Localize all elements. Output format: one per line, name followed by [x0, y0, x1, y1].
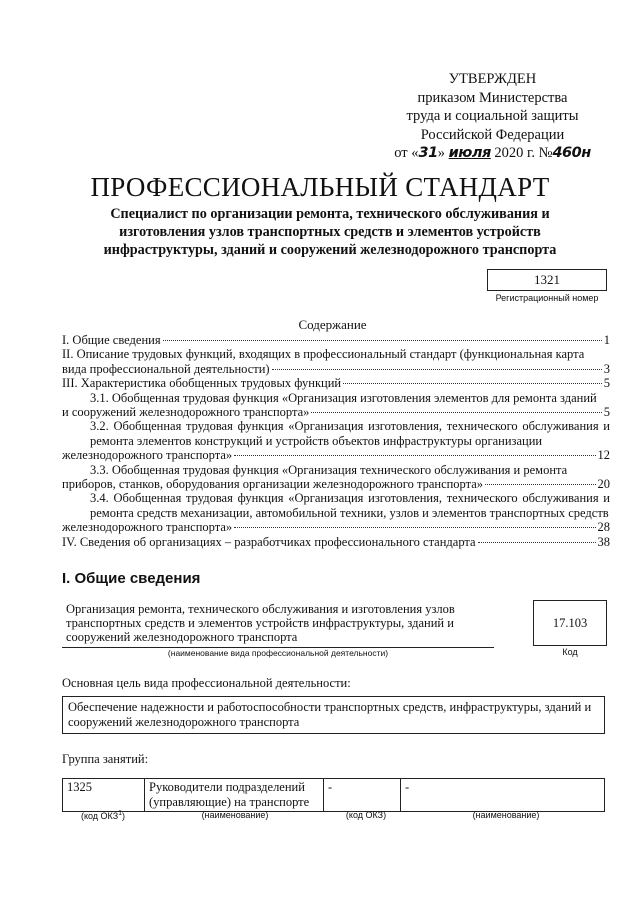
toc-item-text: III. Характеристика обобщенных трудовых функций	[62, 376, 342, 391]
toc-item[interactable]	[62, 535, 610, 549]
table-row	[63, 779, 605, 812]
goal-label: Основная цель вида профессиональной деятельности:	[62, 676, 351, 690]
date-prefix: от «	[394, 145, 419, 161]
registration-number-label: Регистрационный номер	[495, 293, 599, 303]
document-title: ПРОФЕССИОНАЛЬНЫЙ СТАНДАРТ	[90, 172, 550, 202]
occupation-group-table	[62, 778, 605, 812]
toc-item-page: 3	[603, 361, 610, 376]
activity-kind-text: Организация ремонта, технического обслуживания и изготовления узлов транспортных средств и элементов устройств инфраструктуры, зданий и сооружений железнодорожного транспорта	[66, 602, 455, 644]
toc-item-text-first: 3.3. Обобщенная трудовая функция «Организация технического обслуживания и ремонта	[90, 462, 568, 477]
toc-item-text: приборов, станков, оборудования организации железнодорожного транспорта»	[62, 477, 484, 492]
toc-item-page: 38	[597, 534, 610, 549]
approval-title: УТВЕРЖДЕН	[448, 71, 537, 87]
toc-item-page: 12	[597, 448, 610, 463]
activity-code-caption: Код	[562, 647, 578, 657]
toc-item-text: вида профессиональной деятельности)	[62, 361, 270, 376]
approval-date-line	[380, 144, 605, 163]
section-heading: I. Общие сведения	[62, 570, 201, 587]
okz-code-caption-2: (код ОКЗ)	[345, 810, 387, 820]
toc-item[interactable]	[62, 491, 610, 534]
toc-item[interactable]	[62, 419, 610, 462]
okz-code-cell: 1325	[63, 779, 145, 812]
toc-item-text: IV. Сведения об организациях – разработчиках профессионального стандарта	[62, 534, 476, 549]
registration-number-box: 1321	[487, 269, 607, 291]
occupation-name-cell-2: -	[401, 779, 605, 812]
date-day: 31	[418, 145, 438, 161]
toc-item-text-first: 3.4. Обобщенная трудовая функция «Организация изготовления, технического обслуживания и ремонта средств механизации, автомобильной техники, узлов и элементов транспортных средств	[90, 491, 610, 520]
occupation-name-cell: Руководители подразделений (управляющие) на транспорте	[145, 779, 324, 812]
table-of-contents	[62, 333, 610, 549]
date-year: 2020 г. №	[494, 145, 553, 161]
toc-item[interactable]	[62, 333, 610, 347]
approval-country-line: Российской Федерации	[420, 126, 565, 143]
occupation-name-caption: (наименование)	[201, 810, 269, 820]
toc-item-page: 1	[603, 333, 610, 347]
occupation-group-label: Группа занятий:	[62, 752, 149, 766]
date-mid: »	[437, 145, 445, 161]
toc-item-text-first: 3.2. Обобщенная трудовая функция «Организация изготовления, технического обслуживания и ремонта элементов конструкций и устройств объектов инфраструктуры организации	[90, 419, 610, 448]
toc-item-text: и сооружений железнодорожного транспорта»	[62, 405, 310, 420]
toc-item-text: железнодорожного транспорта»	[62, 520, 233, 535]
toc-item[interactable]	[62, 376, 610, 390]
toc-heading: Содержание	[298, 317, 367, 332]
toc-item[interactable]	[62, 347, 610, 376]
toc-item-text-first: 3.1. Обобщенная трудовая функция «Организация изготовления элементов для ремонта зданий	[90, 390, 597, 405]
approval-ministry-line: труда и социальной защиты	[406, 108, 579, 124]
occupation-name-caption-2: (наименование)	[472, 810, 540, 820]
goal-box: Обеспечение надежности и работоспособности транспортных средств, инфраструктуры, зданий и сооружений железнодорожного транспорта	[62, 696, 605, 734]
toc-item[interactable]	[62, 391, 610, 420]
toc-item-text: железнодорожного транспорта»	[62, 448, 233, 463]
toc-item-page: 5	[603, 405, 610, 420]
toc-item-page: 20	[597, 477, 610, 492]
approval-block	[380, 70, 605, 163]
date-month: июля	[448, 145, 491, 161]
order-number: 460н	[552, 145, 591, 161]
okz-code-caption: (код ОКЗ$^1$)	[80, 810, 126, 821]
toc-item[interactable]	[62, 463, 610, 492]
okz-code-cell-2: -	[324, 779, 401, 812]
approval-order-line: приказом Министерства	[417, 89, 568, 106]
document-subtitle: Специалист по организации ремонта, технического обслуживания и изготовления узлов транспортных средств и элементов устройств инфраструктуры, зданий и сооружений железнодорожного транспорта	[103, 206, 557, 258]
toc-item-text-first: II. Описание трудовых функций, входящих в профессиональный стандарт (функциональная карта	[62, 347, 585, 362]
toc-item-page: 28	[597, 520, 610, 535]
activity-code-box: 17.103	[533, 600, 607, 646]
toc-item-page: 5	[603, 376, 610, 391]
activity-kind-caption: (наименование вида профессиональной деятельности)	[167, 648, 389, 658]
toc-item-text: I. Общие сведения	[62, 333, 161, 347]
